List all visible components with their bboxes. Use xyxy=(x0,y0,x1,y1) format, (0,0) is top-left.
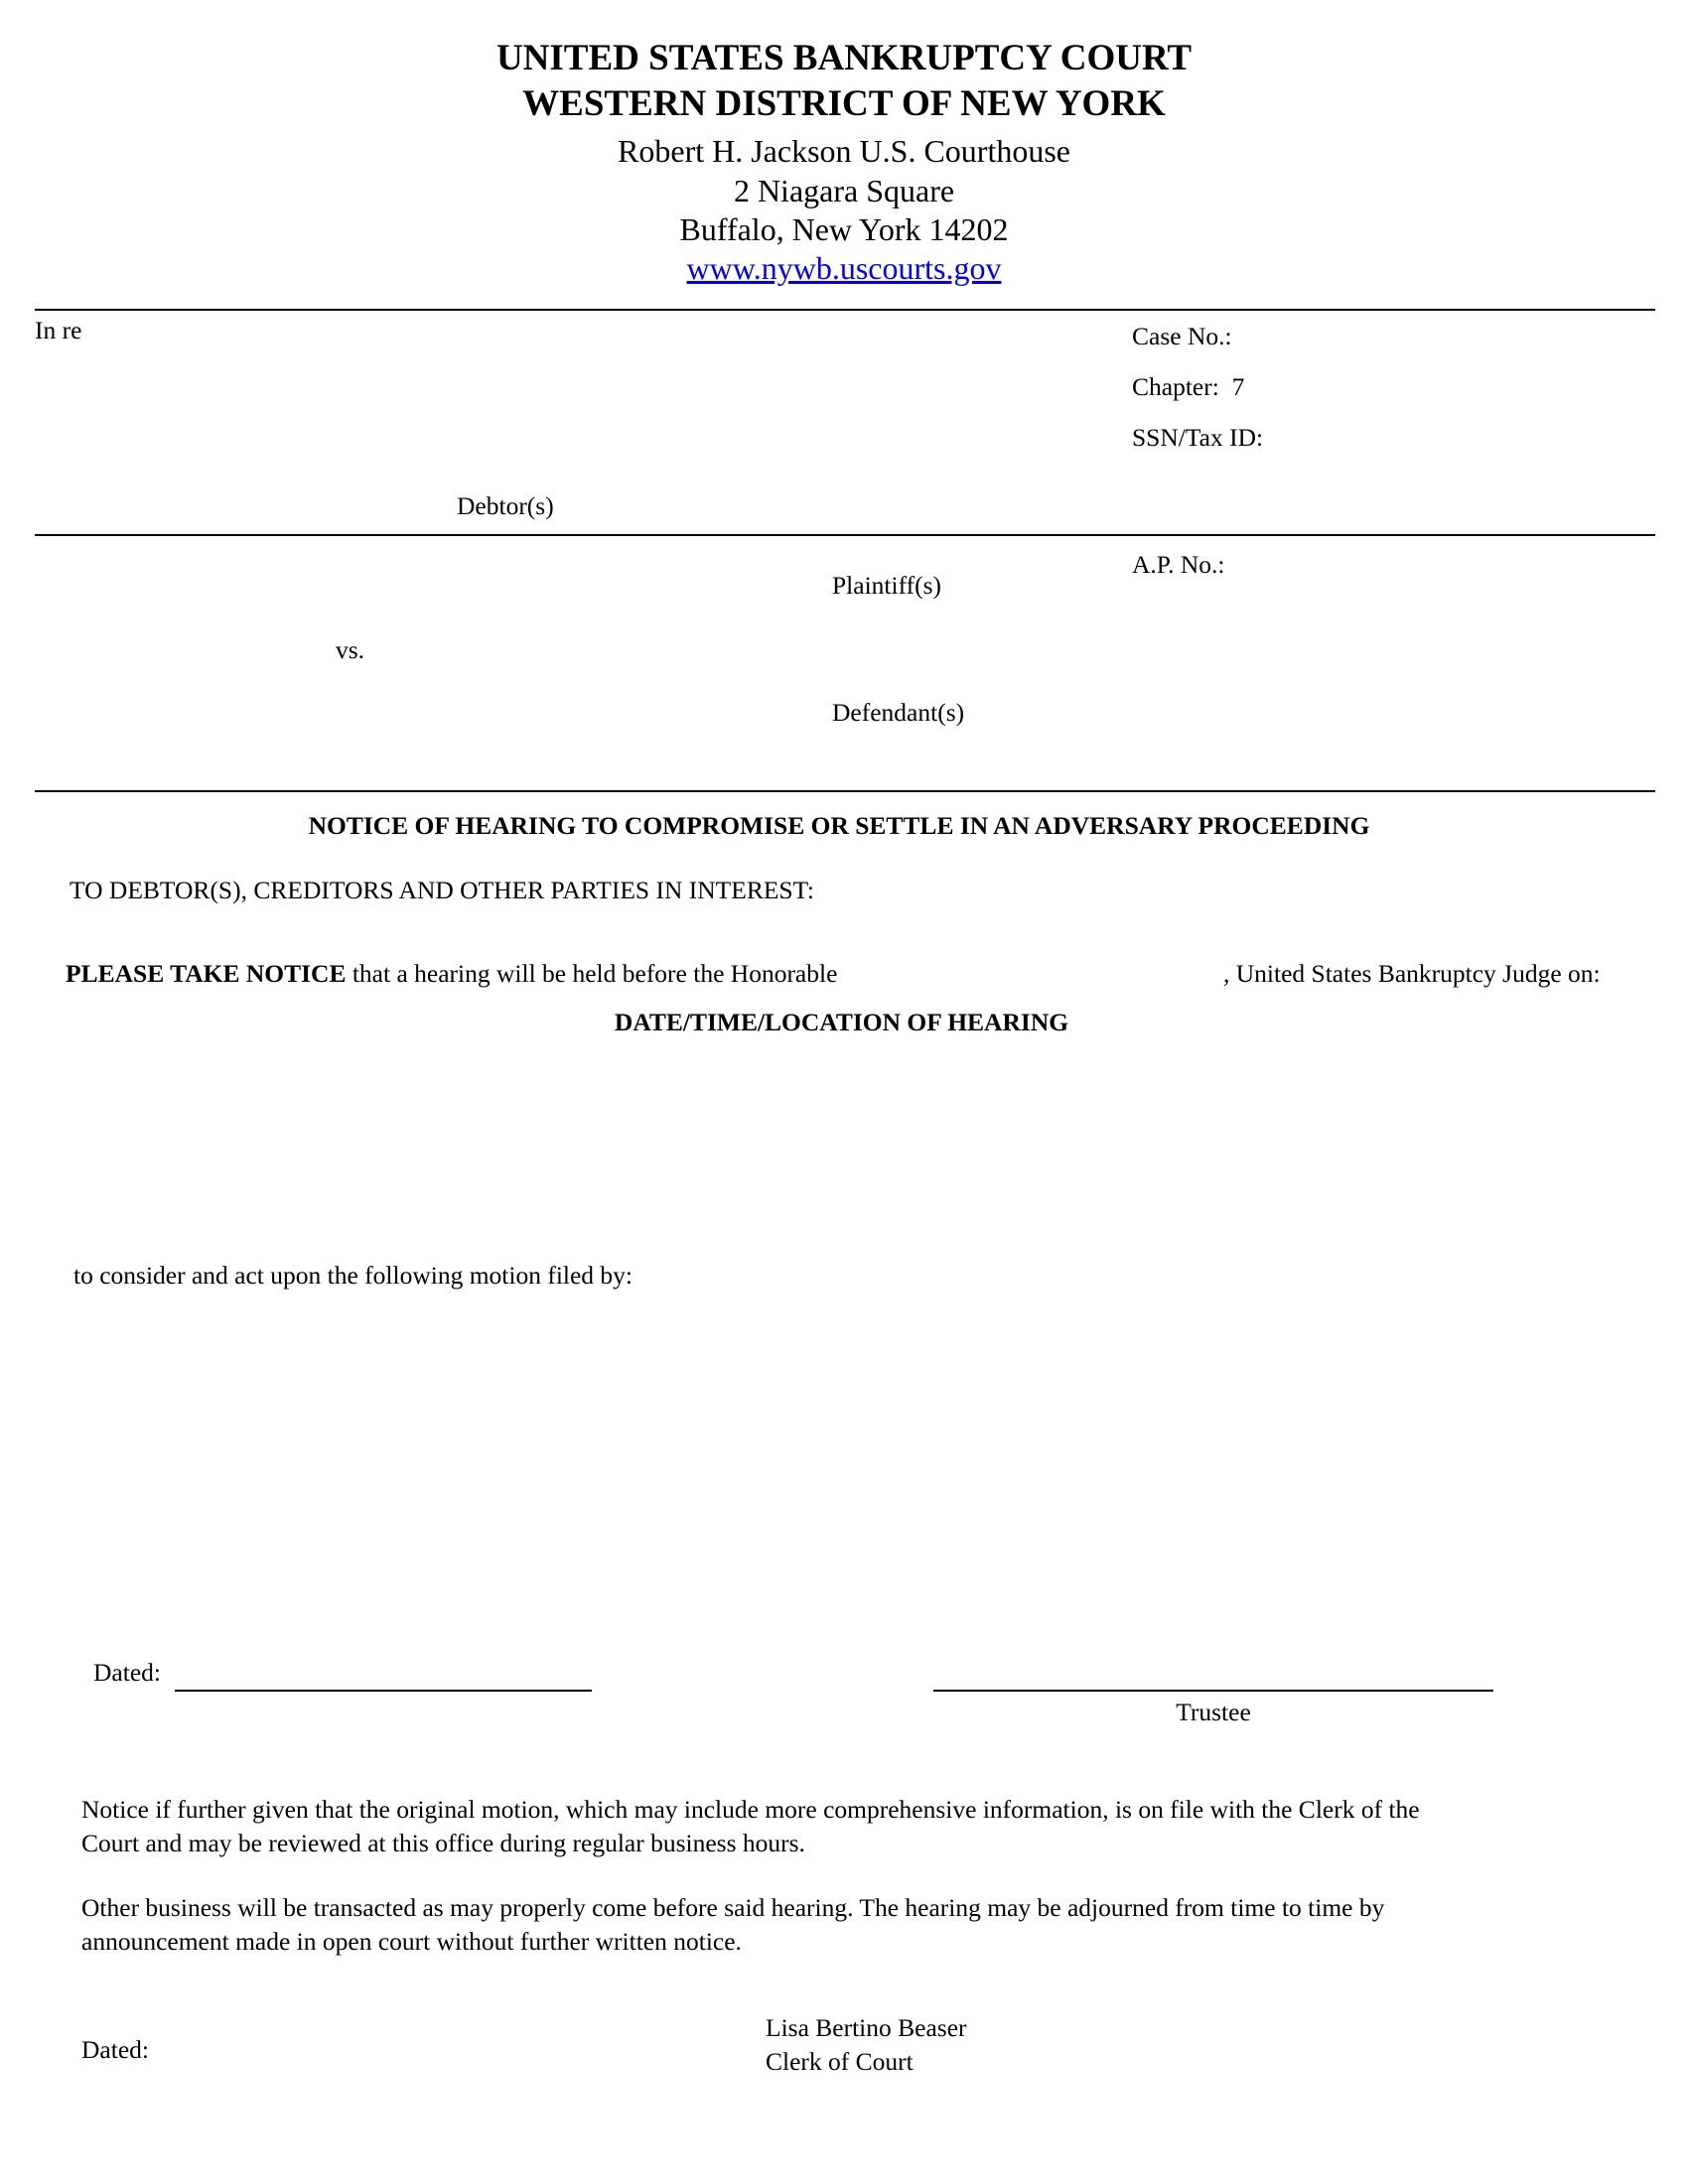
footer-para1-line2: Court and may be reviewed at this office during regular business hours. xyxy=(81,1829,805,1857)
please-take-notice: PLEASE TAKE NOTICE xyxy=(66,959,347,988)
court-name-line1: UNITED STATES BANKRUPTCY COURT xyxy=(495,38,1193,78)
judge-suffix: , United States Bankruptcy Judge on: xyxy=(1223,959,1601,988)
motion-text: to consider and act upon the following motion filed by: xyxy=(73,1261,633,1290)
court-website-link[interactable]: www.nywb.uscourts.gov xyxy=(686,250,1002,286)
court-name-line2: WESTERN DISTRICT OF NEW YORK xyxy=(522,83,1166,124)
website-row xyxy=(0,248,1688,288)
chapter-value: 7 xyxy=(1231,372,1245,401)
footer-para1-line1: Notice if further given that the original motion, which may include more comprehensive information, is on file with the Clerk of the xyxy=(81,1795,1420,1824)
in-re-label: In re xyxy=(35,316,82,344)
clerk-name: Lisa Bertino Beaser xyxy=(766,2013,967,2042)
plaintiffs-label: Plaintiff(s) xyxy=(832,571,942,600)
dated-signature-line xyxy=(175,1690,592,1692)
case-no-label: Case No.: xyxy=(1132,322,1232,350)
city-state-zip: Buffalo, New York 14202 xyxy=(679,211,1009,247)
chapter-row xyxy=(1132,372,1244,402)
notice-title: NOTICE OF HEARING TO COMPROMISE OR SETTLE IN AN ADVERSARY PROCEEDING xyxy=(308,811,1370,840)
notice-text: that a hearing will be held before the Honorable xyxy=(352,959,838,988)
vs-label: vs. xyxy=(336,635,365,664)
trustee-signature-line xyxy=(933,1690,1493,1692)
caption-divider xyxy=(35,790,1655,792)
dated-label: Dated: xyxy=(93,1658,161,1687)
ap-no-label: A.P. No.: xyxy=(1132,550,1225,579)
addressee-line: TO DEBTOR(S), CREDITORS AND OTHER PARTIES IN INTEREST: xyxy=(70,876,814,904)
trustee-label: Trustee xyxy=(1176,1698,1251,1726)
footer-para2-line1: Other business will be transacted as may properly come before said hearing. The hearing may be adjourned from time to time by xyxy=(81,1893,1385,1922)
footer-dated-label: Dated: xyxy=(81,2035,149,2064)
chapter-label: Chapter: xyxy=(1132,372,1219,401)
debtors-label: Debtor(s) xyxy=(457,491,554,520)
debtor-divider xyxy=(35,534,1655,536)
clerk-title: Clerk of Court xyxy=(766,2047,914,2076)
ssn-tax-id-label: SSN/Tax ID: xyxy=(1132,423,1264,452)
footer-para2-line2: announcement made in open court without further written notice. xyxy=(81,1927,742,1956)
hearing-heading: DATE/TIME/LOCATION OF HEARING xyxy=(614,1008,1069,1036)
defendants-label: Defendant(s) xyxy=(832,698,965,727)
courthouse-name: Robert H. Jackson U.S. Courthouse xyxy=(618,133,1070,169)
street-address: 2 Niagara Square xyxy=(733,173,955,208)
header-divider xyxy=(35,309,1655,311)
notice-sentence xyxy=(66,959,837,989)
